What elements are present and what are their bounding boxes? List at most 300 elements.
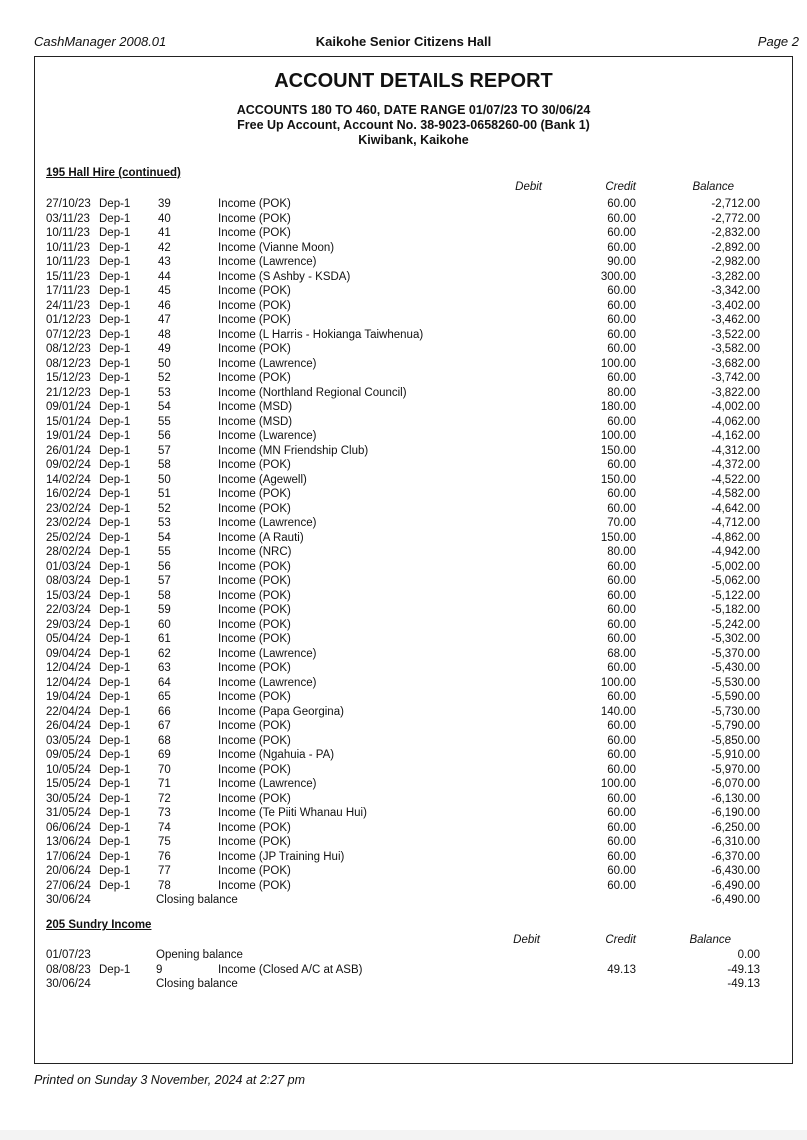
table-row — [35, 705, 792, 720]
row-type: Dep-1 — [99, 372, 131, 384]
table-row — [35, 806, 792, 821]
row-ref: 75 — [158, 836, 171, 848]
page-number: Page 2 — [757, 34, 799, 49]
row-description: Opening balance — [156, 949, 243, 961]
table-row — [35, 371, 792, 386]
table-row — [35, 429, 792, 444]
row-credit: 60.00 — [607, 285, 636, 297]
row-ref: 59 — [158, 604, 171, 616]
row-date: 21/12/23 — [46, 386, 91, 399]
table-row — [35, 821, 792, 836]
table-row — [35, 690, 792, 705]
row-date: 08/12/23 — [46, 357, 91, 370]
row-description: Income (POK) — [218, 604, 291, 616]
row-date: 09/04/24 — [46, 647, 91, 660]
table-row — [35, 661, 792, 676]
row-date: 08/12/23 — [46, 343, 91, 355]
table-row — [35, 458, 792, 473]
row-date: 01/12/23 — [46, 314, 91, 326]
row-credit: 300.00 — [600, 270, 636, 283]
row-date: 14/02/24 — [46, 473, 91, 486]
row-ref: 69 — [158, 749, 171, 761]
row-balance: -5,370.00 — [711, 647, 760, 660]
row-description: Income (POK) — [218, 227, 291, 239]
row-credit: 80.00 — [607, 386, 636, 399]
col-credit-header-2: Credit — [605, 934, 636, 946]
row-credit: 150.00 — [600, 531, 636, 544]
row-type: Dep-1 — [99, 734, 131, 747]
table-row — [35, 748, 792, 763]
row-description: Closing balance — [156, 978, 238, 990]
row-credit: 60.00 — [607, 299, 636, 312]
row-credit: 100.00 — [600, 676, 636, 689]
row-description: Income (Ngahuia - PA) — [218, 749, 335, 761]
table-row — [35, 589, 792, 604]
table-row — [35, 850, 792, 865]
table-row — [35, 647, 792, 662]
row-description: Income (MSD) — [218, 401, 293, 413]
row-credit: 60.00 — [607, 633, 636, 645]
row-type: Dep-1 — [99, 850, 131, 863]
row-description: Income (NRC) — [218, 546, 292, 558]
row-type: Dep-1 — [99, 821, 131, 834]
row-credit: 60.00 — [607, 618, 636, 631]
row-balance: -4,942.00 — [711, 546, 760, 558]
row-balance: -5,730.00 — [711, 705, 760, 718]
row-credit: 60.00 — [607, 763, 636, 776]
report-range: ACCOUNTS 180 TO 460, DATE RANGE 01/07/23 TO 30/06/24 — [236, 103, 591, 117]
row-credit: 60.00 — [607, 604, 636, 616]
row-credit: 80.00 — [607, 546, 636, 558]
row-ref: 60 — [158, 618, 171, 631]
table-row — [35, 545, 792, 560]
row-type: Dep-1 — [99, 343, 131, 355]
printed-timestamp: Printed on Sunday 3 November, 2024 at 2:27 pm — [34, 1073, 306, 1087]
row-balance: -4,712.00 — [711, 517, 760, 529]
row-type: Dep-1 — [99, 604, 131, 616]
row-type: Dep-1 — [99, 676, 131, 689]
row-credit: 180.00 — [600, 401, 636, 413]
table-row — [35, 618, 792, 633]
row-balance: -4,522.00 — [711, 473, 760, 486]
row-description: Income (POK) — [218, 575, 291, 587]
row-description: Income (Northland Regional Council) — [218, 386, 407, 399]
row-date: 09/01/24 — [46, 401, 91, 413]
row-ref: 68 — [158, 734, 171, 747]
row-balance: -5,850.00 — [711, 734, 760, 747]
row-description: Income (Lwarence) — [218, 430, 317, 442]
row-description: Income (POK) — [218, 821, 291, 834]
table-row — [35, 864, 792, 879]
row-ref: 51 — [158, 488, 171, 500]
row-date: 08/08/23 — [46, 963, 91, 976]
row-type: Dep-1 — [99, 662, 131, 674]
table-row — [35, 777, 792, 792]
row-balance: -6,370.00 — [711, 850, 760, 863]
table-row — [35, 574, 792, 589]
row-balance: -6,130.00 — [711, 792, 760, 805]
report-bank: Kiwibank, Kaikohe — [358, 133, 469, 147]
row-type: Dep-1 — [99, 328, 131, 341]
row-date: 31/05/24 — [46, 807, 91, 819]
row-description: Income (POK) — [218, 372, 291, 384]
row-description: Income (POK) — [218, 618, 291, 631]
report-account: Free Up Account, Account No. 38-9023-0658260-00 (Bank 1) — [237, 118, 590, 132]
table-row — [35, 531, 792, 546]
row-description: Income (POK) — [218, 720, 291, 732]
row-description: Income (POK) — [218, 836, 291, 848]
row-ref: 56 — [158, 560, 171, 573]
table-row — [35, 212, 792, 227]
row-balance: -3,342.00 — [711, 285, 760, 297]
table-row — [35, 313, 792, 328]
row-ref: 67 — [158, 720, 171, 732]
row-balance: -3,462.00 — [711, 314, 760, 326]
row-date: 15/03/24 — [46, 589, 91, 602]
row-description: Income (Closed A/C at ASB) — [218, 963, 363, 976]
col-balance-header: Balance — [692, 181, 734, 193]
row-type: Dep-1 — [99, 256, 131, 268]
row-date: 26/01/24 — [46, 444, 91, 457]
table-row — [35, 444, 792, 459]
row-type: Dep-1 — [99, 459, 131, 471]
row-balance: -5,122.00 — [711, 589, 760, 602]
row-date: 12/04/24 — [46, 676, 91, 689]
table-row — [35, 284, 792, 299]
row-date: 15/11/23 — [46, 270, 90, 283]
row-credit: 60.00 — [607, 212, 636, 225]
table-row — [35, 342, 792, 357]
row-type: Dep-1 — [99, 285, 131, 297]
row-type: Dep-1 — [99, 778, 131, 790]
row-date: 13/06/24 — [46, 836, 91, 848]
row-balance: -5,590.00 — [711, 691, 760, 703]
section-title-sundry-income: 205 Sundry Income — [46, 919, 152, 931]
page-header — [0, 0, 807, 56]
row-date: 17/11/23 — [46, 285, 90, 297]
row-description: Income (POK) — [218, 212, 291, 225]
row-balance: -3,282.00 — [711, 270, 760, 283]
row-credit: 60.00 — [607, 575, 636, 587]
table-row — [35, 386, 792, 401]
row-type: Dep-1 — [99, 502, 131, 515]
row-type: Dep-1 — [99, 357, 131, 370]
row-balance: -6,070.00 — [711, 778, 760, 790]
row-date: 03/11/23 — [46, 212, 90, 225]
row-type: Dep-1 — [99, 749, 131, 761]
row-date: 01/03/24 — [46, 560, 91, 573]
row-description: Income (Agewell) — [218, 473, 307, 486]
row-date: 03/05/24 — [46, 734, 91, 747]
row-ref: 48 — [158, 328, 171, 341]
row-ref: 49 — [158, 343, 171, 355]
row-ref: 72 — [158, 792, 171, 805]
table-row — [35, 299, 792, 314]
row-ref: 41 — [158, 227, 171, 239]
row-ref: 58 — [158, 589, 171, 602]
row-description: Income (POK) — [218, 285, 291, 297]
row-type: Dep-1 — [99, 720, 131, 732]
row-date: 10/11/23 — [46, 256, 90, 268]
row-credit: 60.00 — [607, 560, 636, 573]
row-credit: 60.00 — [607, 372, 636, 384]
row-ref: 52 — [158, 502, 171, 515]
row-type: Dep-1 — [99, 647, 131, 660]
table-row — [35, 357, 792, 372]
row-description: Income (POK) — [218, 488, 291, 500]
row-credit: 60.00 — [607, 314, 636, 326]
row-balance: -2,772.00 — [711, 212, 760, 225]
row-balance: -5,790.00 — [711, 720, 760, 732]
row-date: 10/05/24 — [46, 763, 91, 776]
row-type: Dep-1 — [99, 531, 131, 544]
closing-balance-row — [35, 893, 792, 908]
organisation-name: Kaikohe Senior Citizens Hall — [315, 34, 492, 49]
row-date: 27/06/24 — [46, 879, 91, 892]
row-credit: 60.00 — [607, 589, 636, 602]
row-type: Dep-1 — [99, 473, 131, 486]
row-date: 09/02/24 — [46, 459, 91, 471]
row-credit: 60.00 — [607, 821, 636, 834]
row-description: Income (JP Training Hui) — [218, 850, 345, 863]
col-debit-header-2: Debit — [513, 934, 540, 946]
row-credit: 60.00 — [607, 198, 636, 210]
row-date: 30/05/24 — [46, 792, 91, 805]
row-date: 23/02/24 — [46, 502, 91, 515]
row-ref: 9 — [156, 963, 163, 976]
row-credit: 100.00 — [600, 430, 636, 442]
row-credit: 60.00 — [607, 502, 636, 515]
row-balance: -6,190.00 — [711, 807, 760, 819]
row-credit: 60.00 — [607, 343, 636, 355]
row-balance: -3,742.00 — [711, 372, 760, 384]
row-type: Dep-1 — [99, 270, 131, 283]
row-ref: 42 — [158, 241, 171, 254]
row-description: Income (POK) — [218, 459, 291, 471]
row-description: Income (POK) — [218, 734, 291, 747]
row-description: Income (POK) — [218, 502, 291, 515]
row-credit: 60.00 — [607, 807, 636, 819]
row-date: 17/06/24 — [46, 850, 91, 863]
row-date: 01/07/23 — [46, 949, 91, 961]
row-credit: 60.00 — [607, 691, 636, 703]
row-description: Income (Lawrence) — [218, 676, 317, 689]
table-row — [35, 226, 792, 241]
row-balance: -2,832.00 — [711, 227, 760, 239]
row-description: Income (MSD) — [218, 415, 293, 428]
row-description: Income (Te Piiti Whanau Hui) — [218, 807, 367, 819]
row-balance: -6,430.00 — [711, 865, 760, 877]
row-balance: -4,002.00 — [711, 401, 760, 413]
row-type: Dep-1 — [99, 401, 131, 413]
row-type: Dep-1 — [99, 763, 131, 776]
row-credit: 49.13 — [607, 963, 636, 976]
row-date: 30/06/24 — [46, 894, 91, 906]
table-row — [35, 963, 792, 978]
row-ref: 52 — [158, 372, 171, 384]
row-balance: -6,490.00 — [711, 894, 760, 906]
row-description: Income (POK) — [218, 662, 291, 674]
row-description: Income (POK) — [218, 792, 291, 805]
row-balance: -5,970.00 — [711, 763, 760, 776]
row-credit: 150.00 — [600, 473, 636, 486]
row-description: Income (Lawrence) — [218, 357, 317, 370]
table-row — [35, 487, 792, 502]
report-title: ACCOUNT DETAILS REPORT — [274, 70, 553, 92]
row-ref: 55 — [158, 546, 171, 558]
row-date: 07/12/23 — [46, 328, 91, 341]
row-type: Dep-1 — [99, 517, 131, 529]
row-date: 06/06/24 — [46, 821, 91, 834]
table-row — [35, 603, 792, 618]
row-date: 23/02/24 — [46, 517, 91, 529]
hall-hire-transactions — [35, 197, 792, 908]
row-credit: 60.00 — [607, 720, 636, 732]
row-date: 26/04/24 — [46, 720, 91, 732]
row-description: Income (POK) — [218, 763, 291, 776]
row-description: Income (POK) — [218, 299, 291, 312]
row-balance: -3,822.00 — [711, 386, 760, 399]
row-type: Dep-1 — [99, 691, 131, 703]
row-balance: -2,982.00 — [711, 256, 760, 268]
row-type: Dep-1 — [99, 589, 131, 602]
row-credit: 70.00 — [607, 517, 636, 529]
row-type: Dep-1 — [99, 299, 131, 312]
row-ref: 54 — [158, 401, 171, 413]
row-balance: -5,302.00 — [711, 633, 760, 645]
row-ref: 44 — [158, 270, 171, 283]
table-row — [35, 835, 792, 850]
row-balance: -5,062.00 — [711, 575, 760, 587]
row-ref: 46 — [158, 299, 171, 312]
row-balance: -5,430.00 — [711, 662, 760, 674]
row-credit: 60.00 — [607, 836, 636, 848]
row-balance: 0.00 — [737, 949, 760, 961]
row-date: 19/01/24 — [46, 430, 91, 442]
row-date: 28/02/24 — [46, 546, 91, 558]
table-row — [35, 241, 792, 256]
row-type: Dep-1 — [99, 430, 131, 442]
row-description: Income (POK) — [218, 560, 291, 573]
row-credit: 60.00 — [607, 662, 636, 674]
row-ref: 71 — [158, 778, 171, 790]
row-type: Dep-1 — [99, 560, 131, 573]
row-ref: 58 — [158, 459, 171, 471]
row-description: Income (L Harris - Hokianga Taiwhenua) — [218, 328, 424, 341]
table-row — [35, 676, 792, 691]
table-row — [35, 328, 792, 343]
row-ref: 50 — [158, 473, 171, 486]
row-type: Dep-1 — [99, 227, 131, 239]
row-description: Income (MN Friendship Club) — [218, 444, 369, 457]
row-description: Income (POK) — [218, 691, 291, 703]
row-balance: -49.13 — [727, 963, 760, 976]
row-ref: 57 — [158, 575, 171, 587]
row-type: Dep-1 — [99, 314, 131, 326]
sundry-income-transactions — [35, 948, 792, 992]
row-date: 15/12/23 — [46, 372, 91, 384]
row-balance: -6,250.00 — [711, 821, 760, 834]
table-row — [35, 516, 792, 531]
row-date: 20/06/24 — [46, 865, 91, 877]
col-debit-header: Debit — [515, 181, 542, 193]
row-ref: 43 — [158, 256, 171, 268]
row-date: 16/02/24 — [46, 488, 91, 500]
row-date: 22/04/24 — [46, 705, 91, 718]
row-balance: -6,310.00 — [711, 836, 760, 848]
row-credit: 150.00 — [600, 444, 636, 457]
closing-balance-row — [35, 977, 792, 992]
row-type: Dep-1 — [99, 865, 131, 877]
row-balance: -4,372.00 — [711, 459, 760, 471]
bottom-strip — [0, 1130, 807, 1140]
row-balance: -6,490.00 — [711, 879, 760, 892]
row-type: Dep-1 — [99, 879, 131, 892]
row-ref: 62 — [158, 647, 171, 660]
row-ref: 78 — [158, 879, 171, 892]
table-row — [35, 255, 792, 270]
table-row — [35, 879, 792, 894]
row-description: Income (Lawrence) — [218, 647, 317, 660]
row-description: Income (Lawrence) — [218, 256, 317, 268]
row-balance: -2,892.00 — [711, 241, 760, 254]
row-ref: 57 — [158, 444, 171, 457]
row-credit: 90.00 — [607, 256, 636, 268]
row-ref: 65 — [158, 691, 171, 703]
row-ref: 63 — [158, 662, 171, 674]
row-ref: 53 — [158, 517, 171, 529]
row-ref: 54 — [158, 531, 171, 544]
table-row — [35, 400, 792, 415]
row-ref: 73 — [158, 807, 171, 819]
row-type: Dep-1 — [99, 575, 131, 587]
report-frame — [34, 56, 793, 1064]
row-ref: 56 — [158, 430, 171, 442]
row-credit: 60.00 — [607, 488, 636, 500]
row-credit: 60.00 — [607, 865, 636, 877]
row-ref: 47 — [158, 314, 171, 326]
row-type: Dep-1 — [99, 807, 131, 819]
row-date: 15/05/24 — [46, 778, 91, 790]
table-row — [35, 415, 792, 430]
table-row — [35, 763, 792, 778]
row-date: 30/06/24 — [46, 978, 91, 990]
row-ref: 64 — [158, 676, 171, 689]
row-type: Dep-1 — [99, 212, 131, 225]
row-description: Income (A Rauti) — [218, 531, 304, 544]
col-credit-header: Credit — [605, 181, 636, 193]
row-balance: -49.13 — [727, 978, 760, 990]
row-balance: -3,682.00 — [711, 357, 760, 370]
row-ref: 66 — [158, 705, 171, 718]
row-balance: -4,862.00 — [711, 531, 760, 544]
section-title-hall-hire: 195 Hall Hire (continued) — [46, 167, 181, 179]
row-balance: -5,242.00 — [711, 618, 760, 631]
row-ref: 55 — [158, 415, 171, 428]
table-row — [35, 792, 792, 807]
row-description: Income (Papa Georgina) — [218, 705, 344, 718]
row-description: Closing balance — [156, 894, 238, 906]
row-type: Dep-1 — [99, 241, 131, 254]
row-balance: -3,582.00 — [711, 343, 760, 355]
row-credit: 60.00 — [607, 459, 636, 471]
row-credit: 60.00 — [607, 734, 636, 747]
row-date: 22/03/24 — [46, 604, 91, 616]
table-row — [35, 719, 792, 734]
row-type: Dep-1 — [99, 633, 131, 645]
row-ref: 74 — [158, 821, 171, 834]
row-credit: 140.00 — [600, 705, 636, 718]
